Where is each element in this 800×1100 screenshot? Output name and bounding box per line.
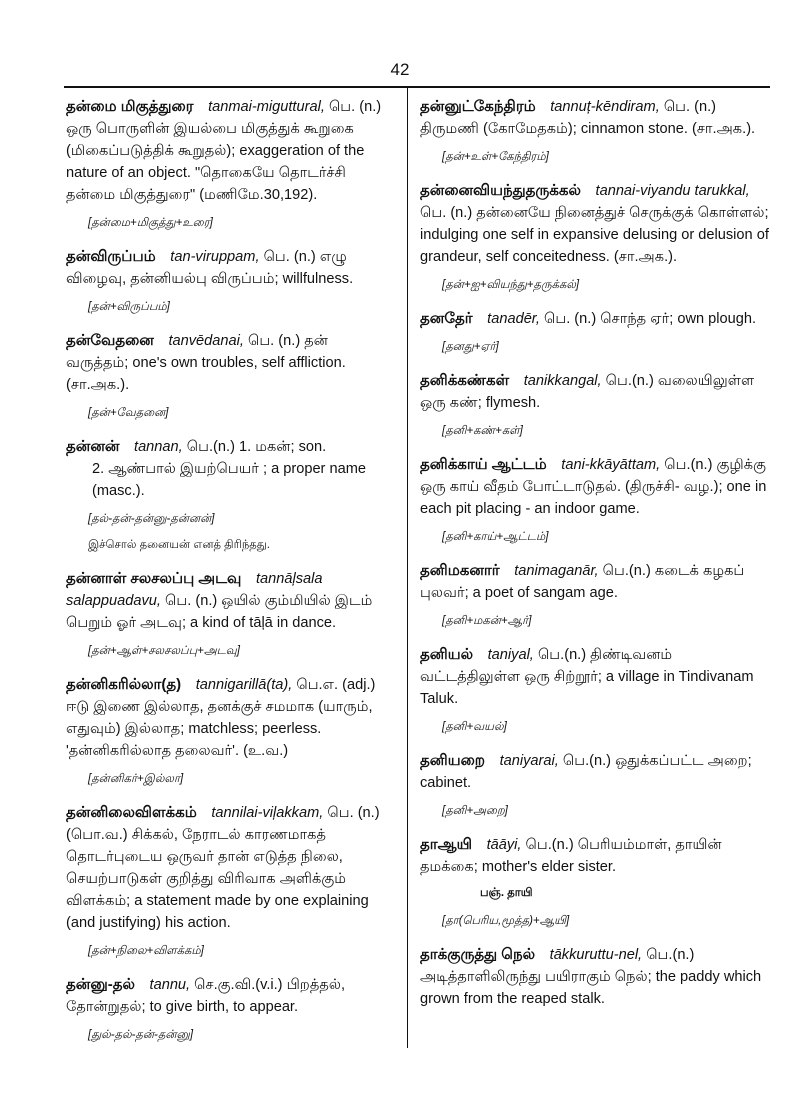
etymology: [தனி+காய்+ஆட்டம்] [442,531,549,543]
headword: தன்னு-தல் [66,976,135,993]
headword: தாக்குருத்து நெல் [420,946,536,963]
transliteration: tākkuruttu-nel, [549,947,643,963]
definition-line [66,458,392,502]
entry-head-line [420,644,772,710]
cognate-note: பஞ். தாயி [480,887,533,899]
headword: தனியல் [420,646,474,663]
entry-head-line [66,330,392,396]
column-divider [407,88,408,1048]
definition-text: பெ.(n.) ஒதுக்கப்பட்ட அறை; cabinet. [420,753,752,791]
entry-head-line [66,674,392,762]
transliteration: taniyal, [487,647,534,663]
transliteration: tannāļsala salappuadavu, [66,571,323,609]
transliteration: tanmai-miguttural, [208,99,325,115]
definition-text: பெ.(n.) வலையிலுள்ள ஒரு கண்; flymesh. [420,373,755,411]
entry-head-line [420,308,772,330]
etymology: [தல்-தன்-தன்னு-தன்னன்] [88,513,215,525]
transliteration: tannuț-kēndiram, [550,99,660,115]
definition-text: பெ.(n.) அடித்தாளிலிருந்து பயிராகும் நெல்; the paddy which grown from the reaped stalk. [420,947,762,1007]
headword: தனியறை [420,752,485,769]
transliteration: tannai-viyandu tarukkal, [595,183,750,199]
etymology: [தன்+விருப்பம்] [88,301,170,313]
transliteration: taniyarai, [499,753,559,769]
dictionary-entry [420,750,772,822]
right-column [420,96,772,1022]
dictionary-entry [420,308,772,358]
header-rule [64,86,770,88]
headword: தன்மை மிகுத்துரை [66,98,194,115]
dictionary-entry [66,674,392,790]
etymology: [தன்+வேதனை] [88,407,169,419]
entry-head-line [420,96,772,140]
etymology: [தனி+அறை] [442,805,508,817]
dictionary-entry [66,974,392,1046]
etymology: [தன்+ஐ+வியந்து+தருக்கல்] [442,279,580,291]
dictionary-entry [66,246,392,318]
transliteration: tanvēdanai, [168,333,244,349]
dictionary-entry [66,568,392,662]
definition-text: பெ.(n.) பெரியம்மாள், தாயின் தமக்கை; mother's elder sister. [420,837,722,875]
entry-head-line [420,750,772,794]
dictionary-entry [66,436,392,556]
transliteration: tan-viruppam, [170,249,260,265]
entry-head-line [420,944,772,1010]
dictionary-entry [420,560,772,632]
definition-text: பெ.(n.) 1. மகன்; son. [186,439,327,455]
transliteration: tannu, [149,977,191,993]
transliteration: tani-kkāyāttam, [561,457,661,473]
headword: தனிக்காய் ஆட்டம் [420,456,547,473]
headword: தன்னிகரில்லா(த) [66,676,182,693]
headword: தன்னன் [66,438,120,455]
etymology: [தனி+கண்+கள்] [442,425,523,437]
entry-head-line [420,180,772,268]
definition-text: பெ. (n.) ஒரு பொருளின் இயல்பை மிகுத்துக் கூறுகை (மிகைப்படுத்திக் கூறுதல்); exaggeration of the nature of an object. "தொகையே தொடர்ச்சி தன்மை மிகுத்துரை" (மணிமே.30,192). [66,99,382,203]
entry-head-line [66,974,392,1018]
definition-text: பெ. (n.) ஒயில் கும்மியில் இடம் பெறும் ஓர் அடவு; a kind of tāļā in dance. [66,593,373,631]
definition-text: பெ.(n.) குழிக்கு ஒரு காய் வீதம் போட்டாடுதல். (திருச்சி- வழ.); one in each pit placing - an indoor game. [420,457,767,517]
headword: தன்வேதனை [66,332,154,349]
dictionary-entry [66,802,392,962]
headword: தன்னிலைவிளக்கம் [66,804,197,821]
transliteration: tāāyi, [486,837,522,853]
dictionary-entry [420,96,772,168]
headword: தாஆயி [420,836,472,853]
entry-head-line [66,568,392,634]
etymology: [தன்+நிலை+விளக்கம்] [88,945,204,957]
definition-text: பெ. (n.) திருமணி (கோமேதகம்); cinnamon stone. (சா.அக.). [420,99,756,137]
transliteration: tannilai-viļakkam, [211,805,324,821]
definition-text: பெ.எ. (adj.) ஈடு இணை இல்லாத, தனக்குச் சமமாக (யாரும், எதுவும்) இல்லாத; matchless; peerless. 'தன்னிகரில்லாத தலைவர்'. (உ.வ.) [66,677,376,759]
transliteration: tannan, [134,439,183,455]
dictionary-entry [420,180,772,296]
usage-note: இச்சொல் தனையன் எனத் திரிந்தது. [88,539,270,551]
headword: தன்னைவியந்துதருக்கல் [420,182,581,199]
definition-text: 2. ஆண்பால் இயற்பெயர் ; a proper name (masc.). [92,461,366,499]
dictionary-entry [420,644,772,738]
definition-text: பெ.(n.) கடைக் கழகப் புலவர்; a poet of sangam age. [420,563,745,601]
definition-text: செ.கு.வி.(v.i.) பிறத்தல், தோன்றுதல்; to give birth, to appear. [66,977,346,1015]
left-column [66,96,392,1058]
entry-head-line [66,96,392,206]
headword: தன்விருப்பம் [66,248,156,265]
dictionary-entry [66,96,392,234]
dictionary-entry [66,330,392,424]
entry-head-line [66,802,392,934]
headword: தனதேர் [420,310,473,327]
dictionary-entry [420,454,772,548]
dictionary-entry [420,944,772,1010]
entry-head-line [66,436,392,458]
etymology: [தனி+வயல்] [442,721,507,733]
entry-head-line [66,246,392,290]
definition-text: பெ. (n.) தன் வருத்தம்; one's own troubles, self affliction. (சா.அக.). [66,333,346,393]
definition-text: பெ. (n.) சொந்த ஏர்; own plough. [543,311,757,327]
headword: தனிக்கண்கள் [420,372,510,389]
etymology: [தா(பெரிய,மூத்த)+ஆயி] [442,915,570,927]
entry-head-line [420,560,772,604]
entry-head-line [420,454,772,520]
headword: தனிமகனார் [420,562,500,579]
definition-text: பெ. (n.) தன்னையே நினைத்துச் செருக்குக் கொள்ளல்; indulging one self in expansive delusing or delusion of grandeur, self conceitedness. (சா.அக.). [420,205,769,265]
etymology: [தனது+ஏர்] [442,341,499,353]
transliteration: tannigarillā(ta), [195,677,293,693]
entry-head-line [420,370,772,414]
definition-text: பெ.(n.) திண்டிவனம் வட்டத்திலுள்ள ஒரு சிற்றூர்; a village in Tindivanam Taluk. [420,647,754,707]
headword: தன்னாள் சலசலப்பு அடவு [66,570,242,587]
etymology: [துல்-தல்-தன்-தன்னு] [88,1029,194,1041]
entry-head-line [420,834,772,878]
etymology: [தனி+மகன்+ஆர்] [442,615,532,627]
transliteration: tanimaganār, [514,563,599,579]
dictionary-entry [420,834,772,932]
etymology: [தன்+ஆள்+சலசலப்பு+அடவு] [88,645,240,657]
headword: தன்னுட்கேந்திரம் [420,98,536,115]
transliteration: tanadēr, [487,311,540,327]
etymology: [தன்+உள்+கேந்திரம்] [442,151,549,163]
definition-text: பெ. (n.) எழு விழைவு, தன்னியல்பு விருப்பம்; willfulness. [66,249,354,287]
page-number: 42 [390,60,410,79]
etymology: [தன்மை+மிகுத்து+உரை] [88,217,213,229]
etymology: [தன்னிகர்+இல்லா] [88,773,184,785]
transliteration: tanikkangal, [523,373,602,389]
dictionary-entry [420,370,772,442]
definition-text: பெ. (n.) (பொ.வ.) சிக்கல், நேராடல் காரணமாகத் தொடர்புடைய ஒருவர் தான் எடுத்த நிலை, செயற்பாடுகள் குறித்து விரிவாக அளிக்கும் விளக்கம்; a statement made by one explaining (and justifying) his action. [66,805,380,931]
